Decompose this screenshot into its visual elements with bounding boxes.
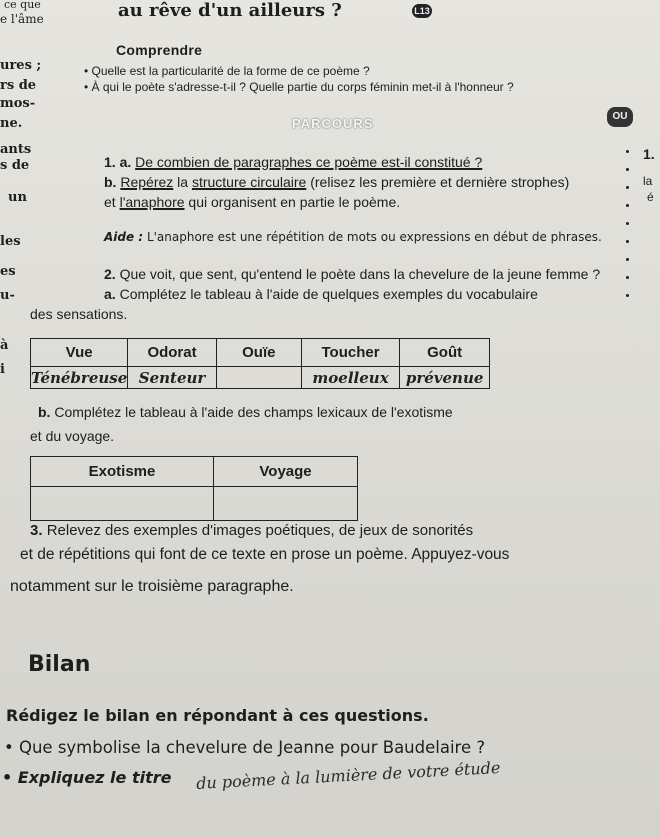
question-3-line3: notamment sur le troisième paragraphe.: [10, 578, 294, 595]
table-header: Exotisme: [31, 457, 214, 487]
margin-fragment: es: [0, 264, 16, 279]
margin-fragment: ures ;: [0, 58, 42, 73]
comprendre-question-1: • Quelle est la particularité de la forme de ce poème ?: [84, 64, 370, 78]
margin-fragment: à: [0, 338, 9, 353]
question-2: 2. Que voit, que sent, qu'entend le poète dans la chevelure de la jeune femme ?: [104, 266, 601, 282]
aide-label: Aide :: [104, 230, 144, 244]
table-header: Voyage: [214, 457, 358, 487]
margin-fragment: un: [8, 190, 27, 205]
margin-fragment: s de: [0, 158, 30, 173]
question-1b: b. Repérez la structure circulaire (relisez les première et dernière strophes): [104, 174, 570, 190]
margin-fragment: les: [0, 234, 21, 249]
question-3-line2: et de répétitions qui font de ce texte en prose un poème. Appuyez-vous: [20, 546, 510, 563]
table-header: Ouïe: [216, 339, 301, 367]
lesson-badge: L13: [412, 4, 432, 18]
right-column-number: 1.: [643, 146, 655, 162]
question-2a-line2: des sensations.: [30, 306, 128, 322]
margin-fragment: rs de: [0, 78, 37, 93]
question-3-line1: 3. Relevez des exemples d'images poétiques, de jeux de sonorités: [30, 522, 474, 539]
aide-note: Aide : L'anaphore est une répétition de mots ou expressions en début de phrases.: [104, 230, 602, 244]
ou-badge: OU: [607, 107, 633, 127]
bilan-bullet-1: • Que symbolise la chevelure de Jeanne pour Baudelaire ?: [4, 738, 486, 757]
table-cell[interactable]: Senteur: [128, 367, 217, 389]
margin-fragment: i: [0, 362, 5, 377]
table-header: Odorat: [128, 339, 217, 367]
question-2b-line2: et du voyage.: [30, 428, 115, 444]
margin-top-line2: e l'âme: [0, 12, 44, 26]
exotisme-voyage-table: [30, 456, 358, 521]
bilan-instruction: Rédigez le bilan en répondant à ces questions.: [6, 706, 429, 725]
sensations-table: [30, 338, 490, 389]
table-cell[interactable]: [216, 367, 301, 389]
question-1a: 1. a. De combien de paragraphes ce poème est-il constitué ?: [104, 154, 483, 170]
dotted-divider: [626, 150, 629, 153]
page-title: au rêve d'un ailleurs ?: [118, 0, 342, 21]
margin-top-line1: ce que: [4, 0, 41, 11]
dotted-divider: [626, 294, 629, 297]
table-header: Goût: [400, 339, 490, 367]
margin-fragment: mos-: [0, 96, 36, 111]
table-cell[interactable]: moelleux: [301, 367, 399, 389]
dotted-divider: [626, 240, 629, 243]
table-header: Vue: [31, 339, 128, 367]
table-cell[interactable]: prévenue: [400, 367, 490, 389]
dotted-divider: [626, 168, 629, 171]
parcours-label: PARCOURS: [292, 116, 374, 131]
table-cell[interactable]: [31, 487, 214, 521]
right-column-fragment: é: [647, 190, 654, 204]
question-2a: a. Complétez le tableau à l'aide de quelques exemples du vocabulaire: [104, 286, 538, 302]
bilan-title: Bilan: [28, 652, 91, 677]
question-2b: b. Complétez le tableau à l'aide des champs lexicaux de l'exotisme: [38, 404, 453, 420]
bilan-bullet-2: • Expliquez le titre: [2, 768, 172, 787]
section-heading-comprendre: Comprendre: [116, 42, 203, 58]
question-1b-line2: et l'anaphore qui organisent en partie le poème.: [104, 194, 401, 210]
comprendre-question-2: • À qui le poète s'adresse-t-il ? Quelle partie du corps féminin met-il à l'honneur ?: [84, 80, 514, 94]
dotted-divider: [626, 186, 629, 189]
dotted-divider: [626, 222, 629, 225]
right-column-fragment: la: [643, 174, 653, 188]
table-cell[interactable]: Ténébreuse: [31, 368, 128, 387]
dotted-divider: [626, 276, 629, 279]
handwritten-answer: du poème à la lumière de votre étude: [195, 758, 501, 793]
table-cell[interactable]: [214, 487, 358, 521]
margin-fragment: u-: [0, 288, 15, 303]
table-header: Toucher: [301, 339, 399, 367]
dotted-divider: [626, 258, 629, 261]
margin-fragment: ants: [0, 142, 32, 157]
margin-fragment: ne.: [0, 116, 23, 131]
dotted-divider: [626, 204, 629, 207]
